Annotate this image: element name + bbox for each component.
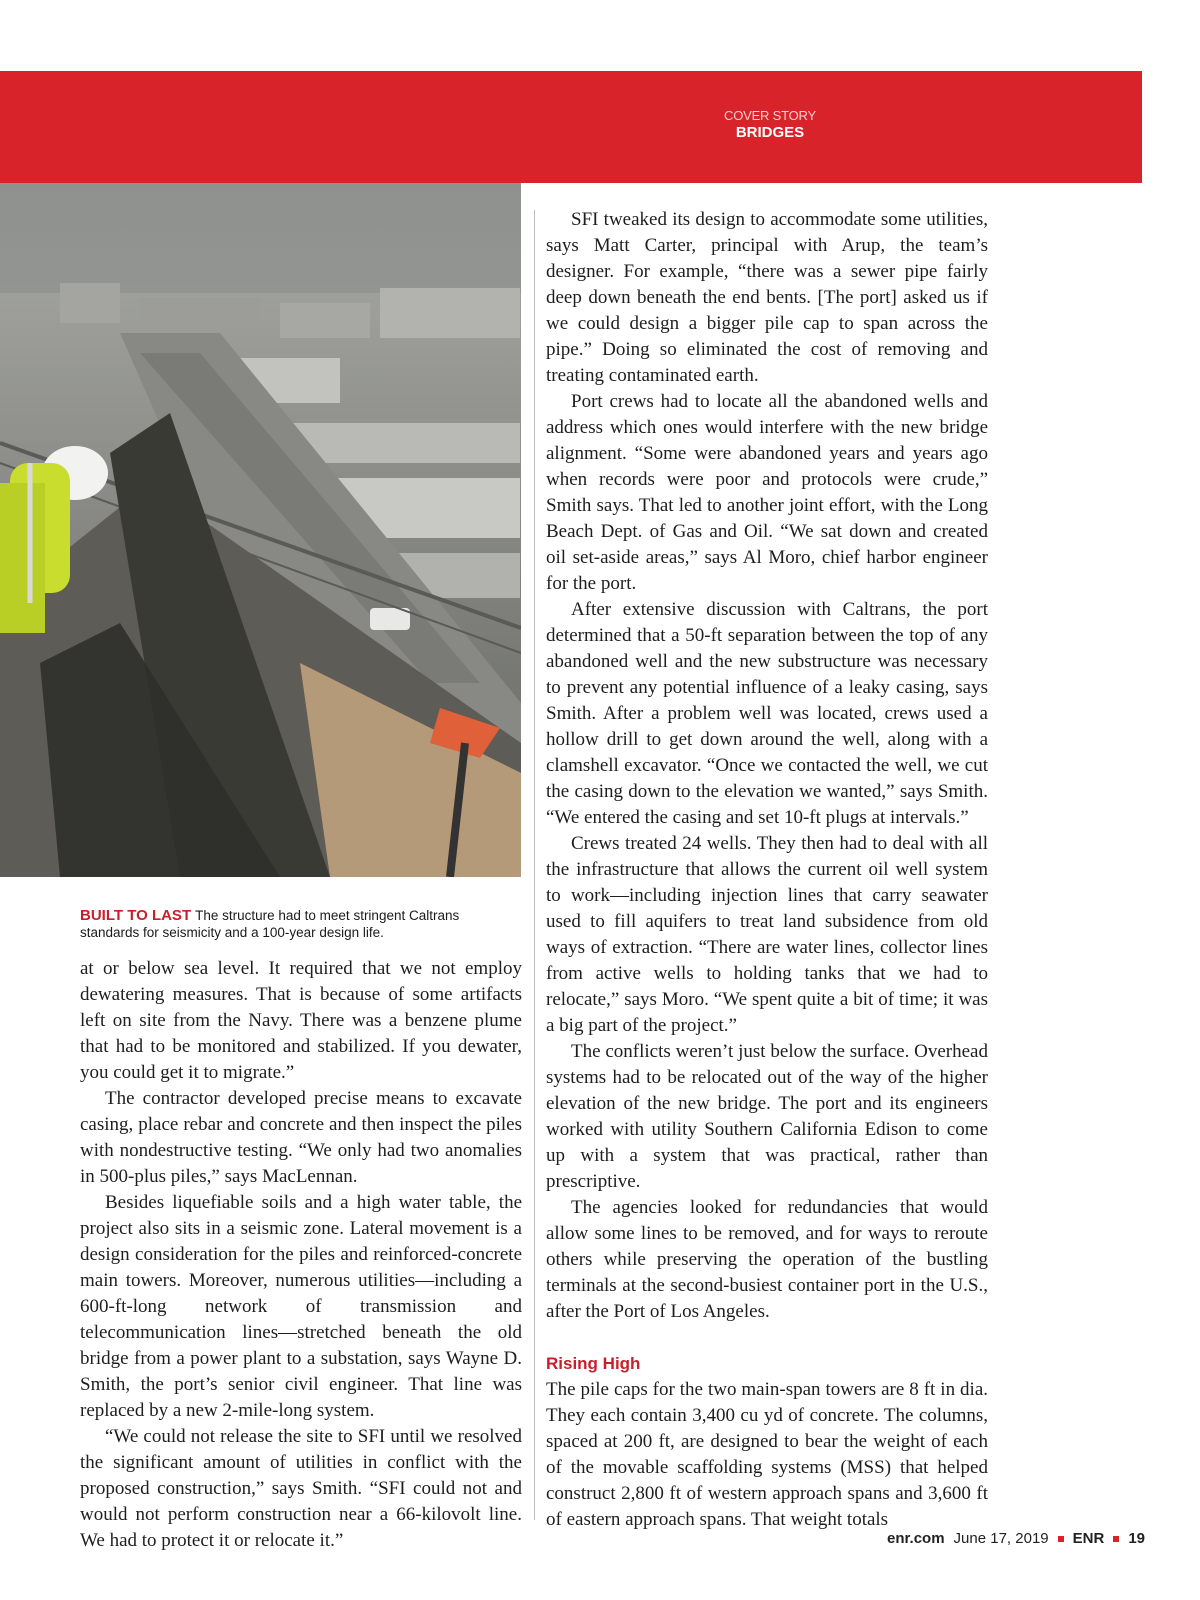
paragraph: Crews treated 24 wells. They then had to deal with all the infrastructure that allows the current oil well system to work—including injection lines that carry seawater used to fill aquifers to treat land subsidence from old ways of extraction. “There are water lines, collector lines from active wells to holding tanks that we had to relocate,” says Moro. “We spent quite a bit of time; it was a big part of the project.” — [546, 833, 988, 1036]
construction-worker-photo — [0, 183, 521, 877]
header-band — [0, 71, 1142, 183]
page-number: 19 — [1128, 1530, 1145, 1547]
subhead: Rising High — [546, 1354, 641, 1373]
paragraph: The agencies looked for redundancies that would allow some lines to be removed, and for ways to reroute others while preserving the operation of the bustling terminals at the second-busiest container port in the U.S., after the Port of Los Angeles. — [546, 1197, 988, 1322]
paragraph: The conflicts weren’t just below the surface. Overhead systems had to be relocated out of the way of the higher elevation of the new bridge. The port and its engineers worked with utility Southern California Edison to come up with a system that was practical, rather than prescriptive. — [546, 1041, 988, 1192]
right-column — [546, 207, 988, 1533]
paragraph: “We could not release the site to SFI until we resolved the significant amount of utilities in conflict with the proposed construction,” says Smith. “SFI could not and would not perform construction near a 66-kilovolt line. We had to protect it or relocate it.” — [80, 1426, 522, 1551]
paragraph: The pile caps for the two main-span towers are 8 ft in dia. They each contain 3,400 cu yd of concrete. The columns, spaced at 200 ft, are designed to bear the weight of each of the movable scaffolding systems (MSS) that helped construct 2,800 ft of western approach spans and 3,600 ft of eastern approach spans. That weight totals — [546, 1379, 988, 1530]
header-kicker: COVER STORY — [724, 108, 816, 123]
header-section: BRIDGES — [735, 124, 805, 141]
footer-site: enr.com — [887, 1530, 945, 1547]
paragraph: The contractor developed precise means to excavate casing, place rebar and concrete and then inspect the piles with nondestructive testing. “We only had two anomalies in 500-plus piles,” says MacLennan. — [80, 1088, 522, 1187]
square-bullet-icon — [1113, 1536, 1119, 1542]
footer-brand: ENR — [1072, 1530, 1105, 1547]
column-rule — [534, 210, 535, 1520]
footer-date: June 17, 2019 — [953, 1530, 1049, 1547]
paragraph: SFI tweaked its design to accommodate some utilities, says Matt Carter, principal with Arup, the team’s designer. For example, “there was a sewer pipe fairly deep down beneath the end bents. [The port] asked us if we could design a bigger pile cap to span across the pipe.” Doing so eliminated the cost of removing and treating contaminated earth. — [546, 209, 988, 386]
page-footer — [887, 1530, 1145, 1547]
paragraph: Port crews had to locate all the abandoned wells and address which ones would interfere with the new bridge alignment. “Some were abandoned years and years ago when records were poor and protocols were crude,” Smith says. That led to another joint effort, with the Long Beach Dept. of Gas and Oil. “We sat down and created oil set-aside areas,” says Al Moro, chief harbor engineer for the port. — [546, 391, 988, 594]
caption-head: BUILT TO LAST — [80, 907, 192, 924]
left-column — [80, 956, 522, 1554]
photo-caption — [80, 907, 500, 941]
caption-text: The structure had to meet stringent Caltrans standards for seismicity and a 100-year design life. — [80, 908, 460, 940]
paragraph: at or below sea level. It required that we not employ dewatering measures. That is because of some artifacts left on site from the Navy. There was a benzene plume that had to be monitored and stabilized. If you dewater, you could get it to migrate.” — [80, 958, 522, 1083]
square-bullet-icon — [1058, 1536, 1064, 1542]
paragraph: After extensive discussion with Caltrans, the port determined that a 50-ft separation between the top of any abandoned well and the new substructure was necessary to prevent any potential influence of a leaky casing, says Smith. After a problem well was located, crews used a hollow drill to get down around the well, along with a clamshell excavator. “Once we contacted the well, we cut the casing down to the elevation we wanted,” says Smith. “We entered the casing and set 10-ft plugs at intervals.” — [546, 599, 988, 828]
paragraph: Besides liquefiable soils and a high water table, the project also sits in a seismic zone. Lateral movement is a design consideration for the piles and reinforced-concrete main towers. Moreover, numerous utilities—including a 600-ft-long network of transmission and telecommunication lines—stretched beneath the old bridge from a power plant to a substation, says Wayne D. Smith, the port’s senior civil engineer. That line was replaced by a new 2-mile-long system. — [80, 1192, 522, 1421]
